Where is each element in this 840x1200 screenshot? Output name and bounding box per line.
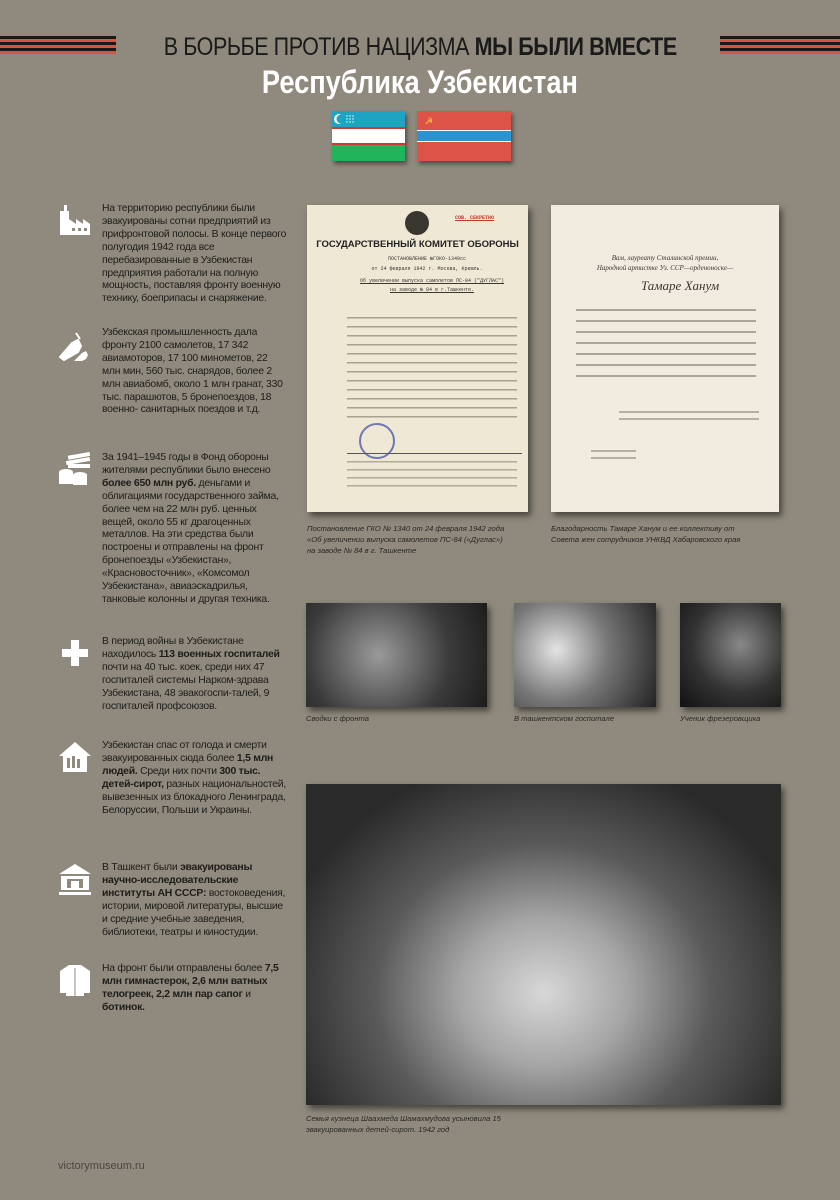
money-icon bbox=[58, 452, 92, 486]
fact-span: и bbox=[242, 988, 251, 1000]
fact-text bbox=[102, 963, 287, 1015]
fact-span: Среди них почти bbox=[137, 765, 220, 777]
svg-text:☭: ☭ bbox=[425, 117, 434, 127]
jacket-icon bbox=[58, 963, 92, 997]
fact-highlight: 7,5 млн гимнастерок, 2,6 млн ватных телогреек, 2,2 млн пар сапог bbox=[102, 963, 279, 1000]
medical-cross-icon bbox=[58, 636, 92, 670]
fact-highlight: ботинок. bbox=[102, 1001, 145, 1013]
fact-span: На фронт были отправлены более bbox=[102, 963, 265, 974]
fact-highlight: 1,5 млн людей. bbox=[102, 752, 274, 777]
fact-text bbox=[102, 740, 287, 817]
flag-uzbek-ssr bbox=[417, 111, 511, 161]
fact-span: Узбекистан спас от голода и смерти эвакуированных сюда более bbox=[102, 740, 267, 764]
title-light: В БОРЬБЕ ПРОТИВ НАЦИЗМА bbox=[163, 33, 469, 61]
fact-highlight: 300 тыс. детей-сирот, bbox=[102, 765, 261, 790]
photo-milling-apprentice bbox=[680, 603, 781, 707]
photo-caption: Ученик фрезеровщика bbox=[680, 714, 761, 723]
fact-highlight: эвакуированы научно-исследовательские институты АН СССР: bbox=[102, 862, 253, 899]
fact-span: На территорию республики были эвакуированы сотни предприятий из прифронтовой полосы. В конце первого полугодия 1942 года все перебазированные в Узбекистан предприятия работали на полную мощность, поставляя фронту военную технику, боеприпасы и снаряжение. bbox=[102, 203, 287, 305]
subtitle-text: Республика Узбекистан bbox=[261, 64, 579, 100]
institution-icon bbox=[58, 862, 92, 896]
gko-decree-document bbox=[307, 205, 528, 512]
bombs-icon bbox=[58, 327, 92, 361]
fact-span: деньгами и облигациями государственного займа, более чем на 22 млн руб. ценных вещей, около 55 кг драгоценных металлов. На эти средства были построены и отправлены на фронт бронепоезды «Узбекистан», «Красновосточник», «Комсомол Узбекистана», авиаэскадрилья, танковые колонны и другая техника. bbox=[102, 477, 279, 605]
emblem-icon bbox=[405, 211, 429, 235]
letter-line-1: Вам, лауреату Сталинской премии, bbox=[611, 254, 719, 262]
doc-subject: Об увеличении выпуска самолетов ПС-84 ("ДУГЛАС") на заводе № 84 в г.Ташкенте. bbox=[359, 278, 505, 293]
fact-span: В период войны в Узбекистане находилось bbox=[102, 636, 244, 660]
doc-decree-number: ПОСТАНОВЛЕНИЕ №ГОКО-1340сс bbox=[387, 256, 466, 262]
letter-body-text bbox=[576, 305, 756, 385]
flag-uzbekistan bbox=[332, 111, 405, 161]
poster-title bbox=[0, 33, 840, 62]
photo-caption: Сводки с фронта bbox=[306, 714, 369, 723]
fact-span: востоковедения, истории, мировой литературы, высшие и средние учебные заведения, библиотеки, театры и киностудии. bbox=[102, 887, 286, 938]
fact-span: За 1941–1945 годы в Фонд обороны жителями республики было внесено bbox=[102, 452, 271, 476]
page-title bbox=[0, 64, 840, 101]
photo-shamakhmudov-family bbox=[306, 784, 781, 1105]
thanks-letter-document bbox=[551, 205, 779, 512]
title-bold: МЫ БЫЛИ ВМЕСТЕ bbox=[474, 33, 677, 61]
gko-caption: Постановление ГКО № 1340 от 24 февраля 1942 года «Об увеличении выпуска самолетов ПС-84 («Дуглас») на заводе № 84 в г. Ташкенте bbox=[307, 524, 505, 555]
fact-highlight: более 650 млн руб. bbox=[102, 477, 196, 489]
footer-site[interactable]: victorymuseum.ru bbox=[58, 1160, 145, 1172]
secret-stamp: СОВ. СЕКРЕТНО bbox=[455, 215, 495, 221]
fact-text bbox=[102, 327, 287, 417]
letter-caption: Благодарность Тамаре Ханум и ее коллективу от Совета жен сотрудников УНКВД Хабаровского края bbox=[551, 524, 741, 544]
house-family-icon bbox=[58, 740, 92, 774]
fact-text bbox=[102, 203, 287, 306]
photo-tashkent-hospital bbox=[514, 603, 656, 707]
fact-span: Узбекская промышленность дала фронту 2100 самолетов, 17 342 авиамоторов, 17 100 минометов, 22 млн мин, 560 тыс. снарядов, более 2 млн авиабомб, около 1 млн гранат, 330 тыс. парашютов, 5 бронепоездов, 18 военно- санитарных поездов и т.д. bbox=[102, 327, 283, 416]
photo-front-news bbox=[306, 603, 487, 707]
fact-span: В Ташкент были bbox=[102, 862, 181, 873]
letter-line-2: Народной артистке Уз. ССР—орденоноске— bbox=[596, 264, 734, 272]
fact-text bbox=[102, 452, 287, 607]
letter-addressee: Тамаре Ханум bbox=[641, 278, 720, 293]
fact-text bbox=[102, 636, 287, 713]
fact-highlight: 113 военных госпиталей bbox=[158, 648, 280, 660]
fact-span: почти на 40 тыс. коек, среди них 47 госпиталей системы Нарком-здрава Узбекистана, 48 эвакогоспи-талей, 9 госпиталей профсоюзов. bbox=[102, 661, 270, 712]
fact-span: разных национальностей, вывезенных из блокадного Ленинграда, Белоруссии, Польши и Украины. bbox=[102, 778, 286, 816]
doc-date: от 24 февраля 1942 г. Москва, Кремль. bbox=[371, 266, 483, 272]
fact-text bbox=[102, 862, 287, 939]
photo-caption: Семья кузнеца Шаахмеда Шамахмудова усыновила 15 эвакуированных детей-сирот. 1942 год bbox=[306, 1114, 501, 1134]
doc-body-text bbox=[347, 313, 517, 423]
doc-heading: ГОСУДАРСТВЕННЫЙ КОМИТЕТ ОБОРОНЫ bbox=[316, 239, 519, 250]
photo-caption: В ташкентском госпитале bbox=[514, 714, 615, 723]
factory-icon bbox=[58, 203, 92, 237]
